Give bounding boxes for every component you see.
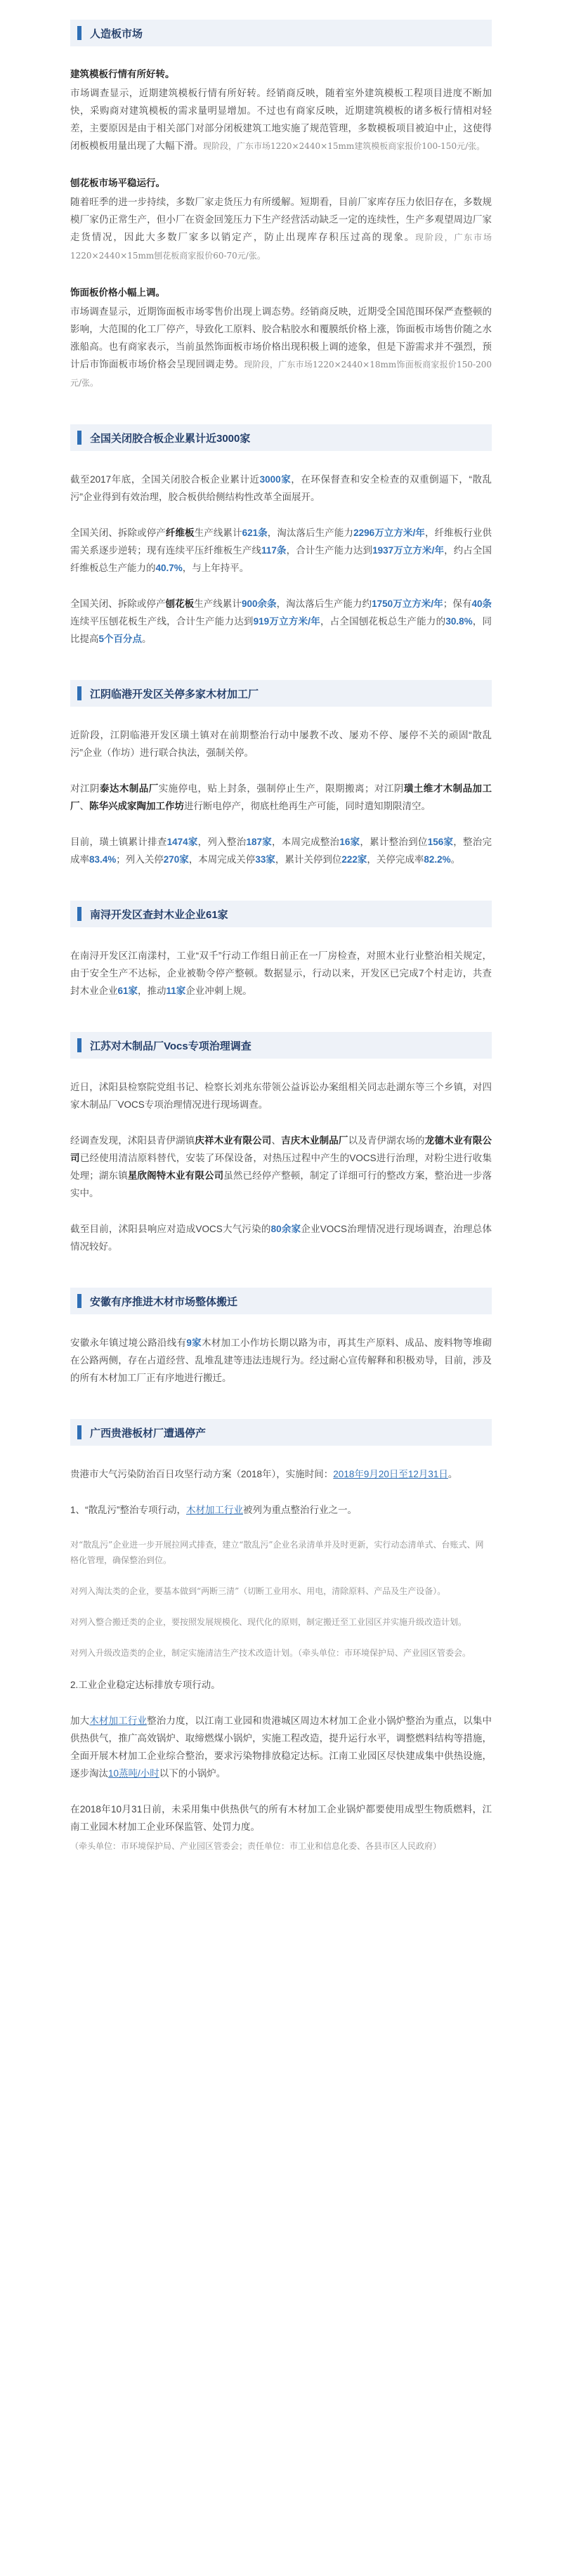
price-note: 现阶段，广东市场1220×2440×15mm刨花板商家报价60-70元/张。 (70, 233, 492, 261)
section-bar-icon (77, 1038, 81, 1052)
section-header (70, 1419, 492, 1446)
section-nanxun (70, 901, 492, 1000)
sub-note: 对“散乱污”企业进一步开展拉网式排查，建立“散乱污”企业名录清单并及时更新，实行动态清单式、台账式、网格化管理，确保整治到位。 (70, 1540, 484, 1565)
market-block-particleboard (70, 175, 492, 265)
paragraph: 经调查发现，沭阳县青伊湖镇庆祥木业有限公司、吉庆木业制品厂以及青伊湖农场的龙德木业有限公司已经使用清洁原料替代，安装了环保设备，对热压过程中产生的VOCS进行治理，对粉尘进行收集处理；湖东镇星欣阁特木业有限公司虽然已经停产整顿，制定了详细可行的整改方案，整治进一步落实中。 (70, 1135, 492, 1198)
article (70, 0, 492, 1854)
section-title: 人造板市场 (90, 27, 143, 40)
paragraph: 近日，沭阳县检察院党组书记、检察长刘兆东带领公益诉讼办案组相关同志赴湖东等三个乡镇，对四家木制品厂VOCS专项治理情况进行现场调查。 (70, 1082, 492, 1110)
paragraph: 安徽永年镇过境公路沿线有9家木材加工小作坊长期以路为市，再其生产原料、成品、废料物等堆砌在公路两侧，存在占道经营、乱堆乱建等违法违规行为。经过耐心宣传解释和积极劝导，目前，涉及的所有木材加工厂正有序地进行搬迁。 (70, 1338, 492, 1383)
section-header (70, 20, 492, 46)
section-bar-icon (77, 907, 81, 921)
paragraph: 截至目前，沭阳县响应对造成VOCS大气污染的80余家企业VOCS治理情况进行现场调查，治理总体情况较好。 (70, 1224, 492, 1252)
price-note: 现阶段，广东市场1220×2440×15mm建筑模板商家报价100-150元/张。 (203, 141, 485, 151)
sub-note: （牵头单位：市环境保护局、产业园区管委会；责任单位：市工业和信息化委、各县市区人民政府） (70, 1841, 442, 1851)
block-text: 市场调查显示，近期建筑模板行情有所好转。经销商反映，随着室外建筑模板工程项目进度不断加快，采购商对建筑模板的需求量明显增加。不过也有商家反映，近期建筑模板的诸多板行情相对轻差，主要原因是由于相关部门对部分闭板建筑工地实施了规范管理，多数模板项目被迫中止，这使得闭板模板用量出现了大幅下滑。现阶段，广东市场1220×2440×15mm建筑模板商家报价100-150元/张。 (70, 88, 492, 151)
section-bar-icon (77, 1425, 81, 1439)
section-title: 江苏对木制品厂Vocs专项治理调查 (90, 1040, 251, 1052)
section-title: 全国关闭胶合板企业累计近3000家 (90, 432, 251, 445)
paragraph: 目前，璜土镇累计排查1474家，列入整治187家，本周完成整治16家，累计整治到位156家，整治完成率83.4%；列入关停270家，本周完成关停33家，累计关停到位222家，关停完成率82.2%。 (70, 837, 492, 865)
section-plywood-closures (70, 424, 492, 648)
section-bar-icon (77, 686, 81, 700)
section-title: 江阴临港开发区关停多家木材加工厂 (90, 688, 259, 700)
section-header (70, 901, 492, 927)
section-title: 南浔开发区查封木业企业61家 (90, 908, 228, 921)
section-title: 广西贵港板材厂遭遇停产 (90, 1427, 207, 1439)
sub-note: 对列入整合搬迁类的企业，要按照发展规模化、现代化的原则，制定搬迁至工业园区并实施升级改造计划。 (70, 1617, 467, 1627)
paragraph: 全国关闭、拆除或停产刨花板生产线累计900余条，淘汰落后生产能力约1750万立方米/年；保有40条连续平压刨花板生产线，合计生产能力达到919万立方米/年，占全国刨花板总生产能力的30.8%，同比提高5个百分点。 (70, 599, 492, 644)
section-header (70, 1032, 492, 1059)
block-text: 市场调查显示，近期饰面板市场零售价出现上调态势。经销商反映，近期受全国范围环保严查整顿的影响，大范围的化工厂停产，导致化工原料、胶合粘胶水和覆膜纸价格上涨，饰面板市场售价随之水涨船高。也有商家表示，当前虽然饰面板市场价格出现积极上调的迹象，但是下游需求并不强烈，预计后市饰面板市场价格会呈现回调走势。现阶段，广东市场1220×2440×18mm饰面板商家报价150-200元/张。 (70, 306, 492, 388)
section-header (70, 680, 492, 707)
paragraph: 截至2017年底，全国关闭胶合板企业累计近3000家，在环保督查和安全检查的双重倒逼下，“散乱污”企业得到有效治理，胶合板供给侧结构性改革全面展开。 (70, 474, 492, 502)
block-title: 建筑模板行情有所好转。 (70, 69, 175, 79)
date-range: 2018年9月20日至12月31日 (333, 1469, 448, 1479)
block-text: 随着旺季的进一步持续，多数厂家走货压力有所缓解。短期看，目前厂家库存压力依旧存在，多数规模厂家仍正常生产，但小厂在资金回笼压力下生产经营活动缺乏一定的连续性，生产多观望周边厂家走货情况，因此大多数厂家多以销定产，防止出现库存积压过高的现象。现阶段，广东市场1220×2440×15mm刨花板商家报价60-70元/张。 (70, 197, 492, 261)
section-anhui (70, 1288, 492, 1387)
block-title: 刨花板市场平稳运行。 (70, 178, 165, 188)
section-bar-icon (77, 26, 81, 40)
section-title: 安徽有序推进木材市场整体搬迁 (90, 1295, 238, 1308)
section-panel-market (70, 20, 492, 392)
section-header (70, 424, 492, 451)
market-block-formwork (70, 66, 492, 155)
section-header (70, 1288, 492, 1314)
paragraph: 全国关闭、拆除或停产纤维板生产线累计621条，淘汰落后生产能力2296万立方米/年，纤维板行业供需关系逐步逆转；现有连续平压纤维板生产线117条，合计生产能力达到1937万立方米/年，约占全国纤维板总生产能力的40.7%，与上年持平。 (70, 528, 492, 573)
block-title: 饰面板价格小幅上调。 (70, 287, 165, 298)
price-note: 现阶段，广东市场1220×2440×18mm饰面板商家报价150-200元/张。 (70, 360, 492, 388)
section-jiangyin (70, 680, 492, 868)
paragraph: 近阶段，江阴临港开发区璜土镇对在前期整治行动中屡教不改、屡劝不停、屡停不关的顽固“散乱污”企业（作坊）进行联合执法，强制关停。 (70, 730, 492, 758)
paragraph: 在南浔开发区江南漾村，工业“双千”行动工作组日前正在一厂房检查，对照木业行业整治相关规定，由于安全生产不达标，企业被勒令停产整顿。数据显示，行动以来，开发区已完成7个村走访，共查封木业企业61家，推动11家企业冲刺上规。 (70, 950, 492, 996)
sub-note: 对列入淘汰类的企业，要基本做到“两断三清”（切断工业用水、用电，清除原料、产品及生产设备）。 (70, 1586, 446, 1596)
section-jiangsu-vocs (70, 1032, 492, 1255)
sub-note: 对列入升级改造类的企业，制定实施清洁生产技术改造计划。（牵头单位：市环境保护局、产业园区管委会。 (70, 1648, 471, 1658)
section-bar-icon (77, 431, 81, 445)
section-bar-icon (77, 1294, 81, 1308)
section-guigang (70, 1419, 492, 1854)
paragraph: 加大木材加工行业整治力度，以江南工业园和贵港城区周边木材加工企业小锅炉整治为重点，以集中供热供气，推广高效锅炉、取缔燃煤小锅炉，实施工程改造，提升运行水平，调整燃料结构等措施，全面开展木材加工企业综合整治，要求污染物排放稳定达标。江南工业园区尽快建成集中供热设施，逐步淘汰10蒸吨/小时以下的小锅炉。 (70, 1715, 492, 1779)
paragraph: 对江阴泰达木制品厂实施停电，贴上封条，强制停止生产，限期搬离；对江阴璜土维才木制品加工厂、陈华兴成家陶加工作坊进行断电停产，彻底杜绝再生产可能，同时遣知期限清空。 (70, 783, 492, 811)
paragraph: 2.工业企业稳定达标排放专项行动。 (70, 1680, 221, 1690)
market-block-veneer (70, 285, 492, 392)
paragraph: 在2018年10月31日前，未采用集中供热供气的所有木材加工企业锅炉都要使用成型生物质燃料，江南工业园木材加工企业环保监管、处罚力度。 (70, 1804, 492, 1832)
paragraph: 1、“散乱污”整治专项行动，木材加工行业被列为重点整治行业之一。 (70, 1505, 357, 1515)
paragraph: 贵港市大气污染防治百日攻坚行动方案（2018年），实施时间：2018年9月20日至12月31日。 (70, 1469, 458, 1479)
